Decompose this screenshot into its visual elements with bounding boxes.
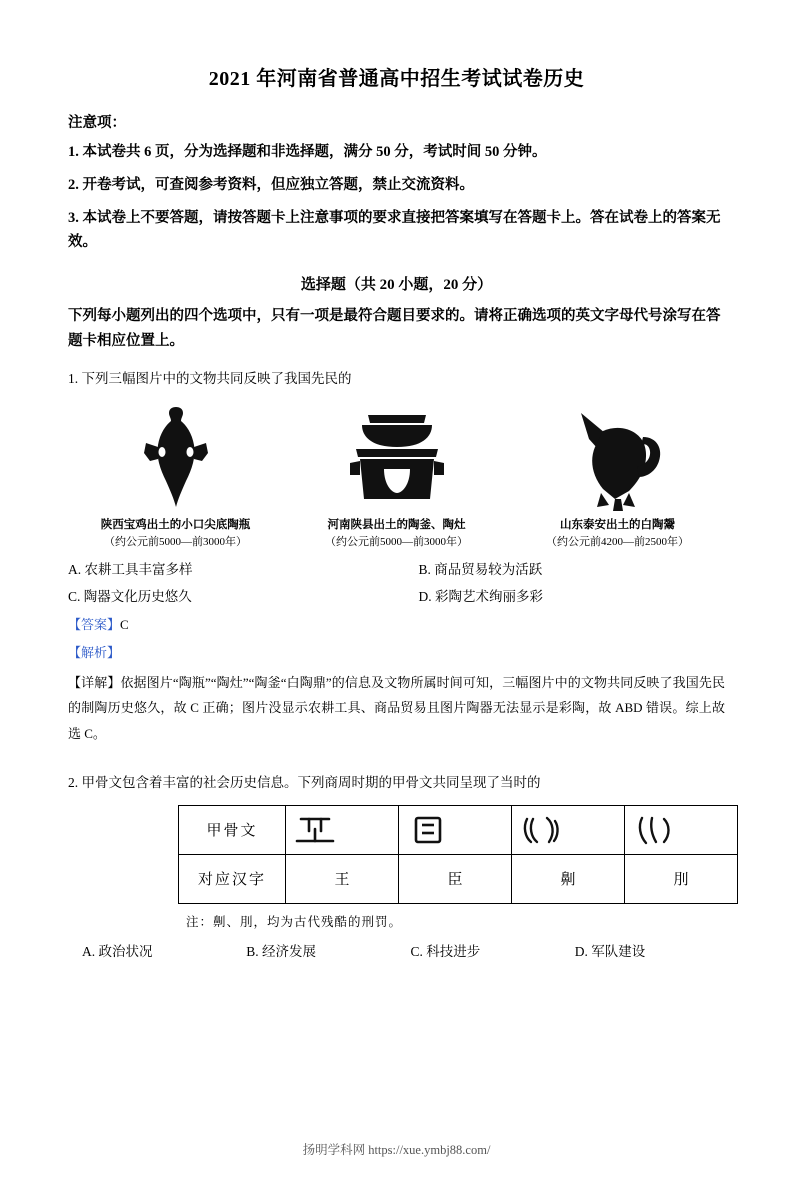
- option-c-text: 陶器文化历史悠久: [83, 588, 192, 604]
- footer-brand: 扬明学科网: [302, 1143, 366, 1157]
- answer-value: C: [120, 616, 129, 632]
- option-d-text: 彩陶艺术绚丽多彩: [435, 588, 543, 604]
- option-a-letter: A.: [68, 561, 82, 577]
- analysis-tag: 【解析】: [68, 644, 121, 660]
- option-b-text: 经济发展: [262, 943, 317, 959]
- option-b-letter: B.: [246, 943, 259, 959]
- answer-line: [68, 614, 725, 633]
- exam-paper-page: [0, 62, 793, 1184]
- character-cell-2: 臣: [399, 854, 512, 903]
- option-b: [232, 940, 396, 960]
- row-label-characters: 对应汉字: [179, 854, 286, 903]
- footer-url: https://xue.ymbj88.com/: [368, 1143, 491, 1157]
- oracle-glyph-cell: [399, 805, 512, 854]
- pointed-bottom-amphora-icon: [78, 401, 273, 513]
- question-2-stem: 2. 甲骨文包含着丰富的社会历史信息。下列商周时期的甲骨文共同呈现了当时的: [68, 775, 541, 791]
- figure-caption-name: 山东泰安出土的白陶鬶: [560, 519, 675, 532]
- analysis-detail: 【详解】依据图片“陶瓶”“陶灶”“陶釜“白陶鼎”的信息及文物所属时间可知，三幅图片中的文物共同反映了我国先民的制陶历史悠久，故 C 正确；图片没显示农耕工具、商品贸易且图片陶器无法显示是彩陶，故 ABD 错误。综上故选 C。: [68, 674, 725, 741]
- option-a-text: 政治状况: [98, 943, 153, 959]
- option-c-text: 科技进步: [426, 943, 481, 959]
- figure-caption: [299, 517, 494, 551]
- character-cell-3: 劓: [512, 854, 625, 903]
- oracle-glyph-chen-icon: [400, 811, 456, 849]
- question-1-figures: [68, 401, 725, 551]
- oracle-bone-script-table: [178, 805, 738, 904]
- figure-caption-date: （约公元前5000—前3000年）: [325, 536, 468, 549]
- page-footer: [0, 1140, 793, 1158]
- option-c: [68, 585, 397, 605]
- oracle-glyph-yue-icon: [626, 811, 682, 849]
- oracle-glyph-cell: [625, 805, 738, 854]
- question-1: [68, 368, 725, 746]
- figure-caption: [520, 517, 715, 551]
- notice-item-2: 2. 开卷考试，可查阅参考资料，但应独立答题，禁止交流资料。: [68, 176, 474, 193]
- option-c: [397, 940, 561, 960]
- figure-caption-name: 陕西宝鸡出土的小口尖底陶瓶: [100, 519, 251, 532]
- table-note: 注：劓、刖，均为古代残酷的刑罚。: [186, 914, 403, 929]
- option-a: [68, 558, 397, 578]
- oracle-glyph-wang-icon: [287, 811, 343, 849]
- option-a-letter: A.: [82, 943, 96, 959]
- option-b-letter: B.: [418, 561, 431, 577]
- notice-item-3: 3. 本试卷上不要答题，请按答题卡上注意事项的要求直接把答案填写在答题卡上。答在试卷上的答案无效。: [68, 209, 721, 250]
- page-title: 2021 年河南省普通高中招生考试试卷历史: [208, 68, 585, 90]
- question-1-options-row-1: [68, 558, 725, 578]
- option-d-text: 军队建设: [591, 943, 646, 959]
- option-b-text: 商品贸易较为活跃: [434, 561, 543, 577]
- option-d: [561, 940, 725, 960]
- question-2-options: [68, 940, 725, 960]
- section-title: 选择题（共 20 小题，20 分）: [300, 276, 493, 293]
- option-a: [68, 940, 232, 960]
- figure-item: [78, 401, 273, 551]
- table-row-characters: [179, 854, 738, 903]
- option-b: [397, 558, 726, 578]
- question-1-options-row-2: [68, 585, 725, 605]
- notice-heading: 注意项：: [68, 115, 126, 131]
- question-2: [68, 772, 725, 960]
- oracle-glyph-cell: [286, 805, 399, 854]
- analysis-line: [68, 642, 725, 661]
- option-d-letter: D.: [574, 943, 588, 959]
- figure-caption: [78, 517, 273, 551]
- table-row-oracle: [179, 805, 738, 854]
- option-c-letter: C.: [410, 943, 423, 959]
- option-d-letter: D.: [418, 588, 432, 604]
- oracle-glyph-yi-icon: [513, 811, 569, 849]
- option-d: [397, 585, 726, 605]
- pottery-cauldron-stove-icon: [299, 401, 494, 513]
- option-a-text: 农耕工具丰富多样: [84, 561, 193, 577]
- answer-tag: 【答案】: [68, 616, 121, 632]
- figure-caption-name: 河南陕县出土的陶釜、陶灶: [327, 519, 466, 532]
- character-cell-4: 刖: [625, 854, 738, 903]
- figure-item: [299, 401, 494, 551]
- character-cell-1: 王: [286, 854, 399, 903]
- question-1-stem: 1. 下列三幅图片中的文物共同反映了我国先民的: [68, 371, 352, 387]
- option-c-letter: C.: [68, 588, 81, 604]
- figure-caption-date: （约公元前5000—前3000年）: [104, 536, 247, 549]
- white-pottery-gui-icon: [520, 401, 715, 513]
- figure-caption-date: （约公元前4200—前2500年）: [546, 536, 689, 549]
- figure-item: [520, 401, 715, 551]
- oracle-glyph-cell: [512, 805, 625, 854]
- row-label-oracle: 甲骨文: [179, 805, 286, 854]
- notice-item-1: 1. 本试卷共 6 页，分为选择题和非选择题，满分 50 分，考试时间 50 分钟。: [68, 144, 547, 160]
- section-intro: 下列每小题列出的四个选项中，只有一项是最符合题目要求的。请将正确选项的英文字母代号涂写在答题卡相应位置上。: [68, 307, 721, 350]
